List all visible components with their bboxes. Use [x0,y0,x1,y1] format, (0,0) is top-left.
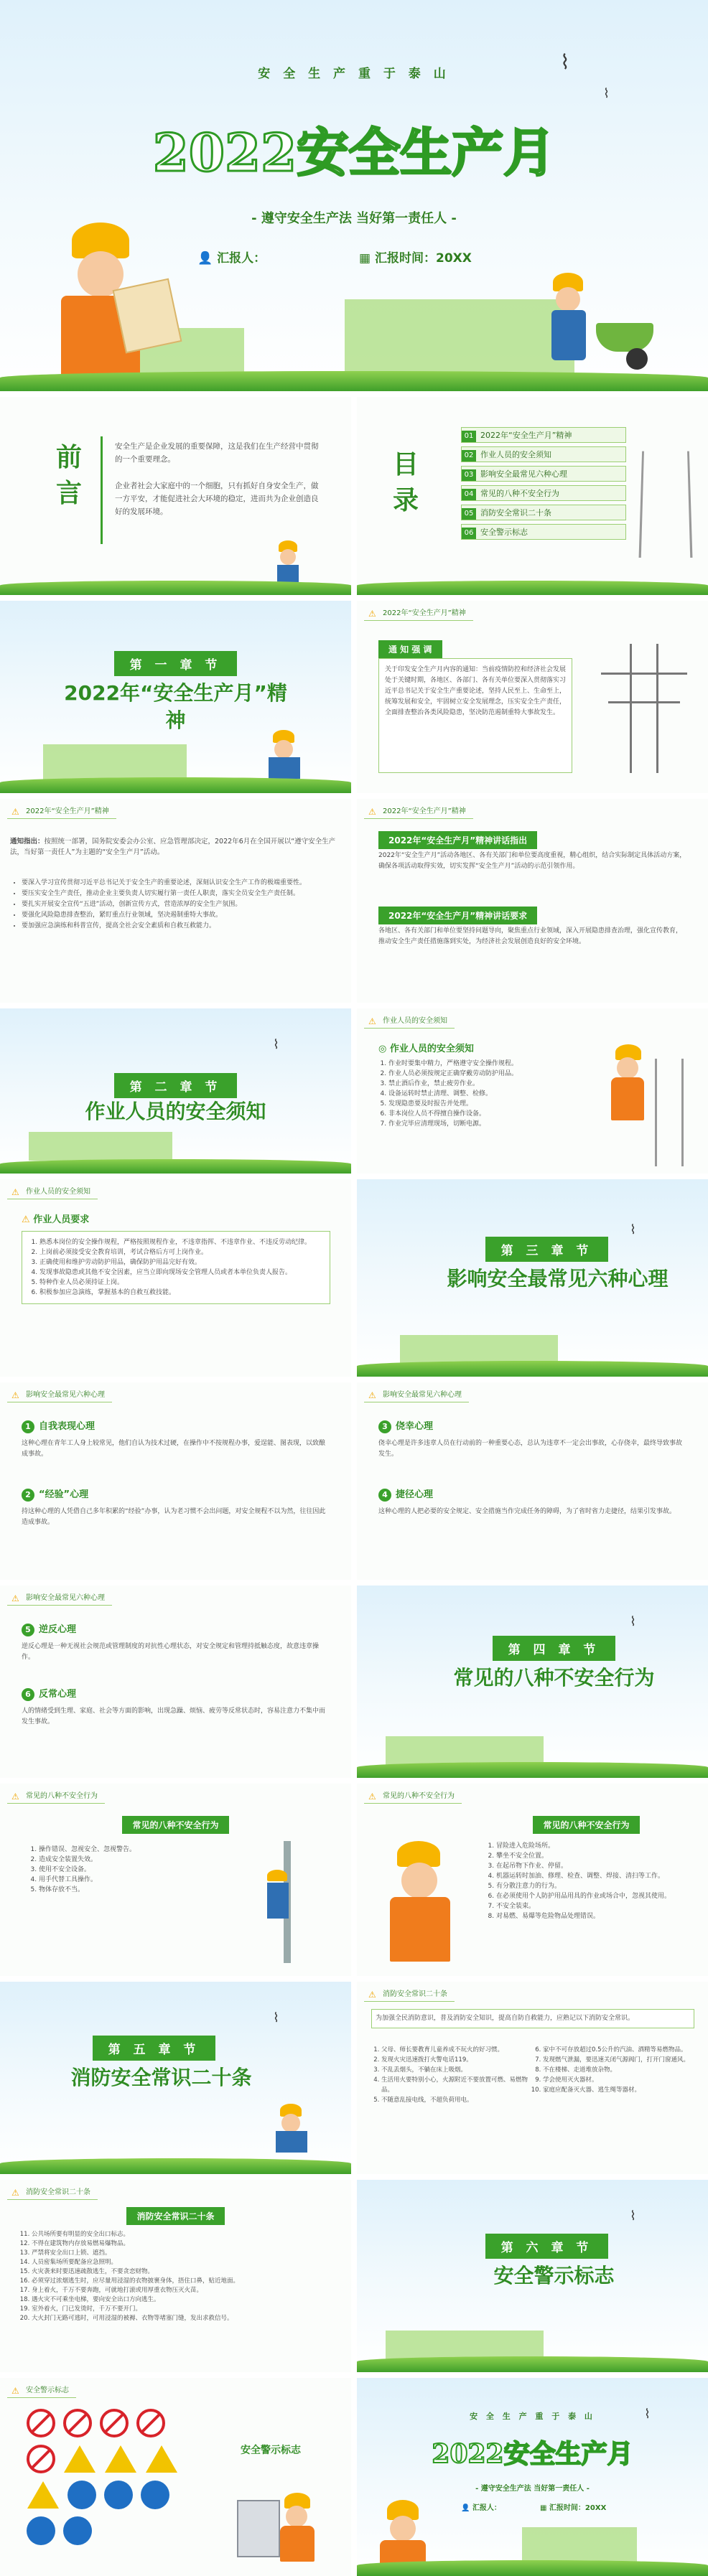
end-time [540,2501,606,2512]
notice-item: 1. 作业时要集中精力，严格遵守安全操作规程。 [388,1059,565,1069]
behavior-item: 3. 使用不安全设备。 [39,1865,208,1875]
spirit-2-slide [357,799,708,1003]
chapter-title: 影响安全最常见六种心理 [447,1267,669,1291]
divider [101,436,103,544]
number-badge: 5 [22,1624,34,1636]
fire-item: 19. 室外着火，门已发烫时，千万不要开门。 [32,2305,330,2314]
toc-item-num: 03 [462,469,476,481]
city-skyline [386,1736,544,1765]
chapter-bar-wrap [0,1073,351,1098]
behavior-item: 2. 攀坐不安全位置。 [496,1851,694,1861]
slide-header: ⚠ 作业人员的安全须知 [7,1185,98,1199]
worker-notice-slide [357,1008,708,1174]
prohibition-sign-icon [100,2409,129,2437]
spirit-points [22,878,337,932]
power-tower-illustration [639,451,693,558]
warning-icon: ⚠ [22,1214,34,1225]
psychology-title-text: 反常心理 [39,1689,77,1700]
mandatory-sign-icon [63,2516,92,2545]
behavior-item: 4. 机器运转时加油、修理、检查、调整、焊接、清扫等工作。 [496,1871,694,1881]
city-skyline [345,299,574,378]
end-subtitle: - 遵守安全生产法 当好第一责任人 - [475,2485,590,2493]
chapter-title: 安全警示标志 [493,2264,615,2287]
chapter-title: 2022年“安全生产月”精神 [64,681,287,732]
psychology-title-text: “经验”心理 [39,1489,89,1500]
toc-item[interactable] [461,485,626,501]
notice-item: 4. 设备运转时禁止清理、调整、检修。 [388,1089,565,1099]
requirement-item: 2. 上岗前必须接受安全教育培训，考试合格后方可上岗作业。 [39,1247,324,1257]
toc-item-label: 安全警示标志 [480,528,528,537]
grass-strip [0,1159,351,1174]
mandatory-sign-icon [67,2481,96,2509]
toc-item-label: 2022年“安全生产月”精神 [480,431,572,440]
behavior-list [486,1841,694,1921]
safety-signs-slide [0,2378,351,2576]
fire-item: 6. 家中不可存放超过0.5公升的汽油、酒精等易燃物品。 [543,2045,694,2055]
calendar-icon: ▦ [540,2504,547,2512]
grass-strip [0,2158,351,2174]
toc-item-num: 05 [462,508,476,520]
fire-item: 17. 身上着火，千万不要奔跑，可就地打滚或用厚重衣物压灭火苗。 [32,2286,330,2295]
fire-bar: 消防安全常识二十条 [126,2207,224,2225]
behavior-1-slide [0,1784,351,1976]
end-top-slogan: 安 全 生 产 重 于 泰 山 [470,2412,595,2421]
pole-worker-illustration [251,1841,323,1963]
slide-header: ⚠ 影响安全最常见六种心理 [7,1388,112,1402]
spirit-point: • 要加强应急演练和科普宣传，提高全社会安全素质和自救互救能力。 [22,921,337,932]
mandatory-sign-icon [141,2481,169,2509]
worker-illustration-engineer [43,215,165,380]
toc-item-label: 作业人员的安全须知 [480,450,551,459]
number-badge: 6 [22,1688,34,1701]
worker-illustration-wheelbarrow [546,273,661,380]
chapter-title: 常见的八种不安全行为 [453,1666,655,1690]
prohibition-sign-icon [136,2409,165,2437]
requirement-item: 4. 发现事故隐患或其他不安全因素，应当立即向现场安全管理人员或者本单位负责人报告。 [39,1268,324,1278]
chapter-bar: 第 四 章 节 [493,1636,616,1661]
chapter-3-slide [357,1179,708,1377]
slide-header: ⚠ 影响安全最常见六种心理 [7,1591,112,1606]
slide-header: ⚠ 消防安全常识二十条 [7,2186,98,2200]
foreword-title-char: 前 [56,443,83,472]
spirit-text: 各地区、各有关部门和单位要坚持问题导向，聚焦重点行业领域，深入开展隐患排查治理，强化宣传教育，推动安全生产责任措施落到实处，为经济社会发展创造良好的安全环境。 [378,927,683,945]
behavior-bar-wrap [0,1816,351,1834]
chapter-bar: 第 一 章 节 [114,651,238,676]
psychology-desc: 人的情绪受到生理、家庭、社会等方面的影响，出现急躁、烦恼、疲劳等反常状态时，容易注意力不集中而发生事故。 [22,1708,326,1725]
fire-item: 2. 发现火灾迅速拨打火警电话119。 [381,2055,533,2065]
psychology-1-slide [0,1382,351,1580]
fire-item: 7. 发现燃气泄漏，要迅速关闭气源阀门，打开门窗通风。 [543,2055,694,2065]
chapter-bar: 第 三 章 节 [485,1237,609,1262]
behavior-item: 5. 物体存放不当。 [39,1885,208,1895]
toc-title [393,447,419,519]
toc-item-num: 02 [462,450,476,462]
fire-item: 14. 人员密集场所要配备应急照明。 [32,2258,330,2267]
behavior-item: 3. 在起吊物下作业、停留。 [496,1861,694,1871]
behavior-bar: 常见的八种不安全行为 [122,1816,228,1834]
slide-header: ⚠ 影响安全最常见六种心理 [364,1388,469,1402]
cover-time-label: 汇报时间：20XX [374,251,472,266]
cover-title: 2022安全生产月 [152,122,556,183]
warning-sign-icon [64,2445,96,2473]
spirit-point: • 要强化风险隐患排查整治，紧盯重点行业领域，坚决遏制重特大事故。 [22,910,337,921]
requirements-slide [0,1179,351,1377]
psychology-title-text: 自我表现心理 [39,1421,96,1432]
notice-list [378,1059,565,1129]
foreword-p1: 安全生产是企业发展的重要保障，这是我们在生产经营中贯彻的一个重要理念。 [115,442,319,464]
worker-illustration [266,2104,323,2154]
psychology-desc: 持这种心理的人凭借自己多年积累的“经验”办事，认为老习惯不会出问题，对安全规程不以为然，往往因此造成事故。 [22,1508,326,1526]
signs-label: 安全警示标志 [241,2445,301,2456]
requirement-item: 1. 熟悉本岗位的安全操作规程，严格按照规程作业，不违章指挥、不违章作业、不违反劳动纪律。 [39,1237,324,1247]
psychology-desc: 这种心理在青年工人身上较常见，他们自认为技术过硬，在操作中不按规程办事，爱逞能、图表现，以致酿成事故。 [22,1440,326,1458]
fire-bar-wrap [0,2207,351,2225]
spirit-bar: 2022年“安全生产月”精神讲话要求 [378,907,537,924]
swallow-icon: ⌇ [603,86,610,101]
psychology-title [378,1486,433,1502]
fire-item: 16. 必须穿过浓烟逃生时，应尽量用浸湿的衣物披裹身体，捂住口鼻，贴近地面。 [32,2277,330,2286]
chapter-bar-wrap [0,2036,351,2061]
fire-safety-2-slide [0,2180,351,2372]
grass-strip [357,2356,708,2372]
swallow-icon: ⌇ [630,1222,636,1237]
chapter-title: 作业人员的安全须知 [85,1100,266,1123]
fire-item: 9. 学会使用灭火器材。 [543,2075,694,2085]
fire-item: 12. 不得在建筑物内存放易燃易爆物品。 [32,2239,330,2249]
requirement-list [22,1231,330,1304]
calendar-icon: ▦ [359,251,371,266]
notice-item: 6. 非本岗位人员不得擅自操作设备。 [388,1109,565,1119]
chapter-6-slide [357,2180,708,2372]
section-title-text: 作业人员要求 [33,1214,90,1225]
psychology-2-slide [357,1382,708,1580]
warning-sign-icon [27,2481,59,2509]
notice-item: 2. 作业人员必须按规定正确穿戴劳动防护用品。 [388,1069,565,1079]
fire-item: 1. 父母、师长要教育儿童养成不玩火的好习惯。 [381,2045,533,2055]
swallow-icon: ⌇ [560,50,570,74]
cover-slide [0,0,708,391]
chapter-bar-wrap [386,2234,708,2259]
slide-header: ⚠ 常见的八种不安全行为 [7,1789,105,1804]
behavior-2-slide [357,1784,708,1976]
cover-top-slogan: 安 全 生 产 重 于 泰 山 [258,67,450,81]
notice-item: 3. 禁止酒后作业，禁止疲劳作业。 [388,1079,565,1089]
warning-sign-icon [146,2445,177,2473]
worker-illustration-thumbs [378,1841,465,1963]
chapter-bar: 第 二 章 节 [114,1073,238,1098]
mandatory-sign-icon [27,2516,55,2545]
cover-reporter-label: 汇报人： [217,251,266,266]
warning-sign-icon [105,2445,136,2473]
behavior-item: 2. 造成安全装置失效。 [39,1855,208,1865]
worker-illustration-cart [273,540,330,584]
grass-strip [0,581,351,595]
fire-item: 20. 大火封门无路可逃时，可用浸湿的被褥、衣物等堵塞门缝，发出求救信号。 [32,2314,330,2323]
electric-box-illustration [237,2486,323,2565]
swallow-icon: ⌇ [644,2407,651,2422]
fire-item: 15. 火灾袭来时要迅速疏散逃生，不要贪恋财物。 [32,2267,330,2277]
toc-item[interactable] [461,446,626,462]
toc-item[interactable] [461,524,626,540]
slide-header: ⚠ 消防安全常识二十条 [364,1987,455,2002]
fire-safety-1-slide [357,1982,708,2174]
number-badge: 3 [378,1420,391,1433]
toc-item[interactable] [461,466,626,482]
psychology-title [22,1686,76,1701]
chapter-1-slide [0,601,351,793]
prohibition-sign-icon [27,2409,55,2437]
psychology-desc: 逆反心理是一种无视社会规范或管理制度的对抗性心理状态，对安全规定和管理持抵触态度，故意违章操作。 [22,1643,320,1661]
spirit-text: 2022年“安全生产月”活动各地区、各有关部门和单位要高度重视，精心组织，结合实际制定具体活动方案，确保各项活动取得实效，切实发挥“安全生产月”活动的示范引领作用。 [378,852,686,870]
psychology-title-text: 捷径心理 [396,1489,434,1500]
slide-header: ⚠ 安全警示标志 [7,2384,76,2398]
behavior-item: 5. 有分散注意力的行为。 [496,1881,694,1891]
requirement-item: 5. 特种作业人员必须持证上岗。 [39,1278,324,1288]
toc-item[interactable] [461,505,626,520]
behavior-item: 7. 不安全装束。 [496,1901,694,1911]
worker-illustration [258,730,316,780]
foreword-title-char: 言 [56,479,83,508]
fire-item: 18. 遇火灾不可乘坐电梯，要向安全出口方向逃生。 [32,2295,330,2305]
end-slide [357,2378,708,2576]
end-time-label: 汇报时间：20XX [549,2504,607,2512]
chapter-bar-wrap [0,651,351,676]
grass-strip [0,371,708,391]
toc-item-num: 04 [462,489,476,500]
spirit-1-slide [0,799,351,1003]
fire-intro: 为加强全民消防意识，普及消防安全知识，提高自防自救能力，应熟记以下消防安全常识。 [371,2009,694,2028]
psychology-title-text: 侥幸心理 [396,1421,434,1432]
toc-item-num: 06 [462,528,476,539]
cover-time [359,248,472,266]
chapter-bar-wrap [400,1636,708,1661]
spirit-point: • 要深入学习宣传贯彻习近平总书记关于安全生产的重要论述，深刻认识安全生产工作的极端重要性。 [22,878,337,889]
city-skyline [29,1132,172,1161]
prohibition-sign-icon [27,2445,55,2473]
swallow-icon: ⌇ [273,1037,279,1052]
behavior-item: 6. 在必须使用个人防护用品用具的作业或场合中，忽视其使用。 [496,1891,694,1901]
cover-reporter [197,248,266,266]
notice-box-title: 通 知 强 调 [378,640,442,658]
city-skyline [522,2527,637,2563]
spirit-lead-text: 按照统一部署，国务院安委会办公室、应急管理部决定，2022年6月在全国开展以“遵守安全生产法，当好第一责任人”为主题的“安全生产月”活动。 [10,838,336,856]
chapter-bar: 第 五 章 节 [93,2036,216,2061]
foreword-p2: 企业者社会大家庭中的一个细胞，只有抓好自身安全生产，做一方平安，才能促进社会大环境的稳定，进而共为企业创造良好的发展环境。 [115,482,319,516]
requirement-item: 6. 积极参加应急演练，掌握基本的自救互救技能。 [39,1288,324,1298]
mandatory-sign-icon [104,2481,133,2509]
psychology-title [22,1418,95,1433]
swallow-icon: ⌇ [273,2010,279,2025]
slide-header: ⚠ 2022年“安全生产月”精神 [7,805,116,819]
toc-title-char: 录 [393,486,419,515]
notice-item: 7. 作业完毕应清理现场，切断电源。 [388,1119,565,1129]
behavior-bar-wrap [465,1816,708,1834]
behavior-bar: 常见的八种不安全行为 [533,1816,639,1834]
fire-list [371,2045,694,2105]
cover-subtitle: - 遵守安全生产法 当好第一责任人 - [251,211,457,226]
chapter-bar: 第 六 章 节 [485,2234,609,2259]
slide-header: ⚠ 作业人员的安全须知 [364,1014,455,1029]
chapter-title: 消防安全常识二十条 [70,2066,252,2089]
number-badge: 1 [22,1420,34,1433]
end-reporter-label: 汇报人： [472,2504,501,2512]
spirit-point: • 要压实安全生产责任，推动企业主要负责人切实履行第一责任人职责，落实全员安全生产责任制。 [22,889,337,899]
swallow-icon: ⌇ [630,2209,636,2224]
prohibition-sign-icon [63,2409,92,2437]
slide-header: ⚠ 2022年“安全生产月”精神 [364,805,473,819]
spirit-lead-label: 通知指出： [10,838,45,846]
fire-item: 5. 不随意乱接电线，不超负荷用电。 [381,2095,533,2105]
behavior-list [29,1845,208,1895]
toc-list [461,427,626,543]
behavior-item: 1. 操作错误、忽视安全、忽视警告。 [39,1845,208,1855]
slide-header: ⚠ 常见的八种不安全行为 [364,1789,462,1804]
fire-item: 4. 生活用火要特别小心，火源附近不要放置可燃、易燃物品。 [381,2075,533,2095]
section-title [22,1212,89,1225]
behavior-item: 4. 用手代替工具操作。 [39,1875,208,1885]
psychology-title [22,1621,76,1636]
toc-slide [357,397,708,595]
section-title-text: 作业人员的安全须知 [389,1044,474,1054]
spirit-bar: 2022年“安全生产月”精神讲话指出 [378,831,537,849]
section-title [378,1041,474,1054]
city-skyline [43,744,187,780]
toc-item-num: 01 [462,431,476,442]
behavior-item: 1. 冒险进入危险场所。 [496,1841,694,1851]
psychology-desc: 侥幸心理是许多违章人员在行动前的一种重要心态，总认为违章不一定会出事故，心存侥幸，最终导致事故发生。 [378,1440,683,1458]
grass-strip [357,2560,708,2576]
worker-illustration-ladder [587,1044,694,1166]
slide-header: ⚠ 2022年“安全生产月”精神 [364,606,473,621]
end-reporter [461,2501,501,2512]
foreword-slide [0,397,351,595]
spirit-lead [10,836,340,858]
fire-list [22,2230,330,2323]
fire-item: 10. 家庭应配备灭火器、逃生绳等器材。 [543,2085,694,2095]
grass-strip [357,581,708,595]
grass-strip [357,1361,708,1377]
fire-item: 3. 不乱丢烟头，不躺在床上吸烟。 [381,2065,533,2075]
toc-item[interactable] [461,427,626,443]
notice-slide [357,601,708,793]
fire-item: 11. 公共场所要有明显的安全出口标志。 [32,2230,330,2239]
notice-body: 关于印发安全生产月内容的通知：当前疫情防控和经济社会发展处于关键时期，各地区、各部门、各有关单位要深入贯彻落实习近平总书记关于安全生产重要论述，坚持人民至上、生命至上，统筹发展和安全，牢固树立安全发展理念，压实安全生产责任，全面排查整治各类风险隐患，坚决防范遏制重特大事故发生。 [378,658,572,773]
foreword-title [56,440,82,512]
psychology-title [378,1418,433,1433]
spirit-point: • 要扎实开展安全宣传“五进”活动，创新宣传方式，营造浓厚的安全生产氛围。 [22,899,337,910]
city-skyline [400,1335,558,1364]
behavior-item: 8. 对易燃、易爆等危险物品处理错误。 [496,1911,694,1921]
number-badge: 4 [378,1489,391,1502]
grass-strip [0,777,351,793]
end-title: 2022安全生产月 [432,2439,633,2469]
signs-grid [24,2407,204,2550]
power-tower-illustration [601,644,687,773]
city-skyline [386,2331,544,2359]
chapter-4-slide [357,1586,708,1778]
chapter-2-slide [0,1008,351,1174]
toc-title-char: 目 [393,450,419,479]
psychology-3-slide [0,1586,351,1778]
user-icon: 👤 [461,2504,470,2512]
user-icon: 👤 [197,251,213,266]
toc-item-label: 影响安全最常见六种心理 [480,469,567,479]
psychology-title-text: 逆反心理 [39,1624,77,1635]
fire-item: 13. 严禁将安全出口上锁、遮挡。 [32,2249,330,2258]
fire-item: 8. 不在楼梯、走道堆放杂物。 [543,2065,694,2075]
chapter-bar-wrap [386,1237,708,1262]
chapter-5-slide [0,1982,351,2174]
target-icon: ◎ [378,1044,390,1054]
swallow-icon: ⌇ [630,1614,636,1629]
psychology-title [22,1486,88,1502]
toc-item-label: 消防安全常识二十条 [480,508,551,517]
notice-item: 5. 发现隐患要及时报告并处理。 [388,1099,565,1109]
psychology-desc: 这种心理的人把必要的安全规定、安全措施当作完成任务的障碍，为了省时省力走捷径，结果引发事故。 [378,1508,676,1515]
toc-item-label: 常见的八种不安全行为 [480,489,559,498]
requirement-item: 3. 正确使用和维护劳动防护用品，确保防护用品完好有效。 [39,1257,324,1268]
grass-strip [357,1762,708,1778]
number-badge: 2 [22,1489,34,1502]
